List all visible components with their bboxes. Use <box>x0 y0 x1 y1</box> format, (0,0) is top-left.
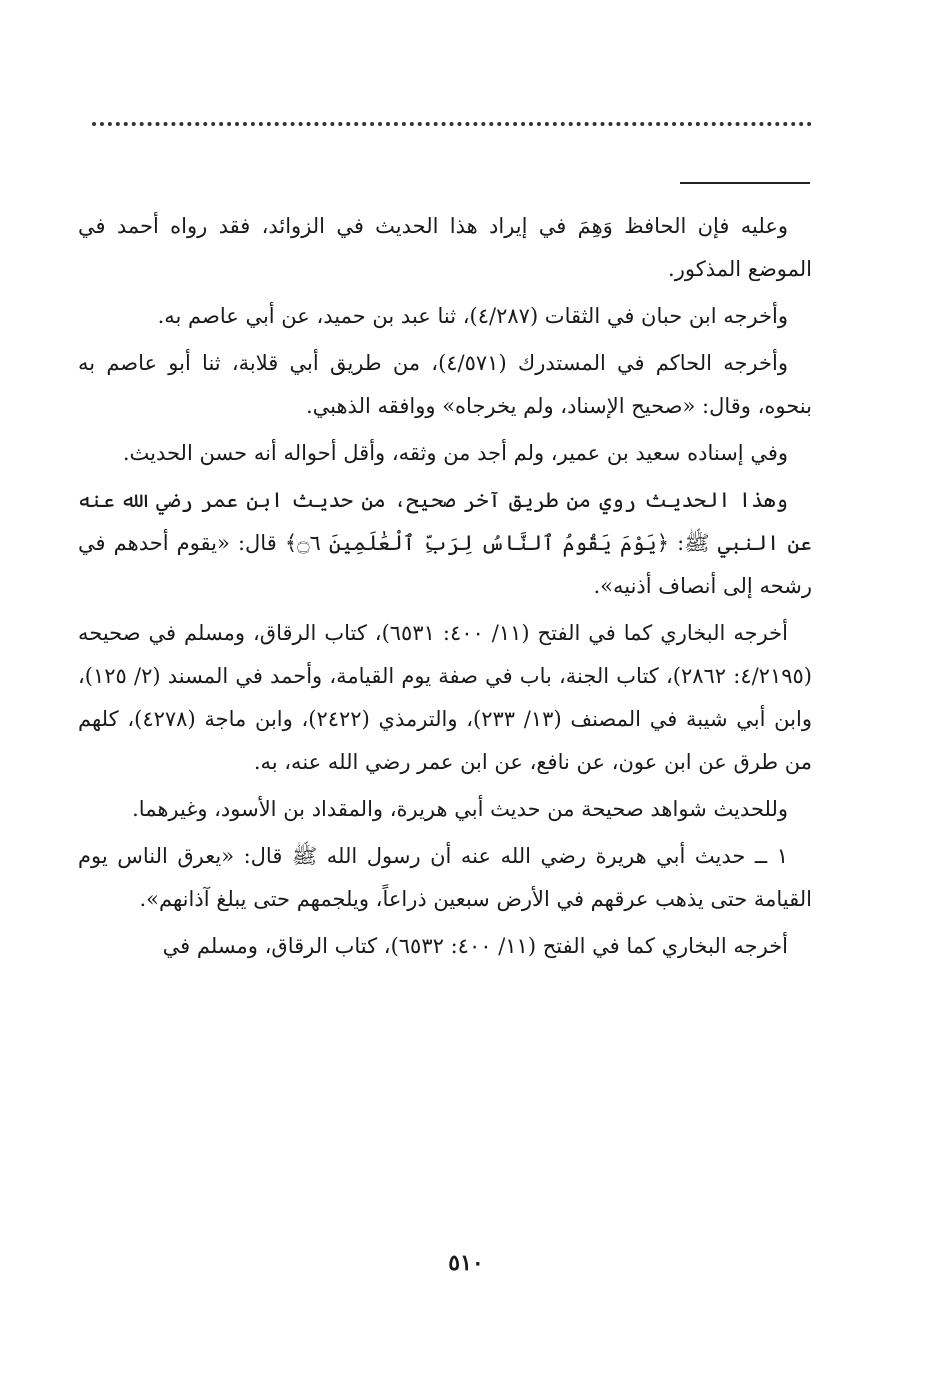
dotted-separator <box>92 122 812 126</box>
paragraph-2: وأخرجه ابن حبان في الثقات (٤/٢٨٧)، ثنا عبد بن حميد، عن أبي عاصم به. <box>157 304 788 328</box>
paragraph-8: ١ ــ حديث أبي هريرة رضي الله عنه أن رسول الله ﷺ قال: «يعرق الناس يوم القيامة حتى يذهب عرقهم في الأرض سبعين ذراعاً، ويلجمهم حتى يبلغ آذانهم». <box>78 844 812 911</box>
paragraph-9: أخرجه البخاري كما في الفتح (١١/ ٤٠٠: ٦٥٣٢)، كتاب الرقاق، ومسلم في <box>162 934 788 958</box>
paragraph-3: وأخرجه الحاكم في المستدرك (٤/٥٧١)، من طريق أبي قلابة، ثنا أبو عاصم به بنحوه، وقال: «صحيح الإسناد، ولم يخرجاه» ووافقه الذهبي. <box>78 351 812 418</box>
paragraph-4: وفي إسناده سعيد بن عمير، ولم أجد من وثقه، وأقل أحواله أنه حسن الحديث. <box>122 441 788 465</box>
paragraph-1: وعليه فإن الحافظ وَهِمَ في إيراد هذا الحديث في الزوائد، فقد رواه أحمد في الموضع المذكور. <box>78 214 812 281</box>
paragraph-5: وهذا الحديث روي من طريق آخر صحيح، من حديث ابن عمر رضي الله عنه عن النبي ﷺ: ﴿يَوْمَ يَقُومُ ٱلنَّاسُ لِرَبِّ ٱلْعَٰلَمِينَ ۝٦﴾ قال: «يقوم أحدهم في رشحه إلى أنصاف أذنيه». <box>78 488 812 598</box>
footnote-separator-line <box>680 182 810 184</box>
page-body <box>78 205 812 972</box>
page-number: ٥١٠ <box>448 1250 484 1276</box>
paragraph-6: أخرجه البخاري كما في الفتح (١١/ ٤٠٠: ٦٥٣١)، كتاب الرقاق، ومسلم في صحيحه (٤/٢١٩٥: ٢٨٦٢)، كتاب الجنة، باب في صفة يوم القيامة، وأحمد في المسند (٢/ ١٢٥)، وابن أبي شيبة في المصنف (١٣/ ٢٣٣)، والترمذي (٢٤٢٢)، وابن ماجة (٤٢٧٨)، كلهم من طرق عن ابن عون، عن نافع، عن ابن عمر رضي الله عنه، به. <box>78 621 812 774</box>
paragraph-7: وللحديث شواهد صحيحة من حديث أبي هريرة، والمقداد بن الأسود، وغيرهما. <box>132 797 788 821</box>
